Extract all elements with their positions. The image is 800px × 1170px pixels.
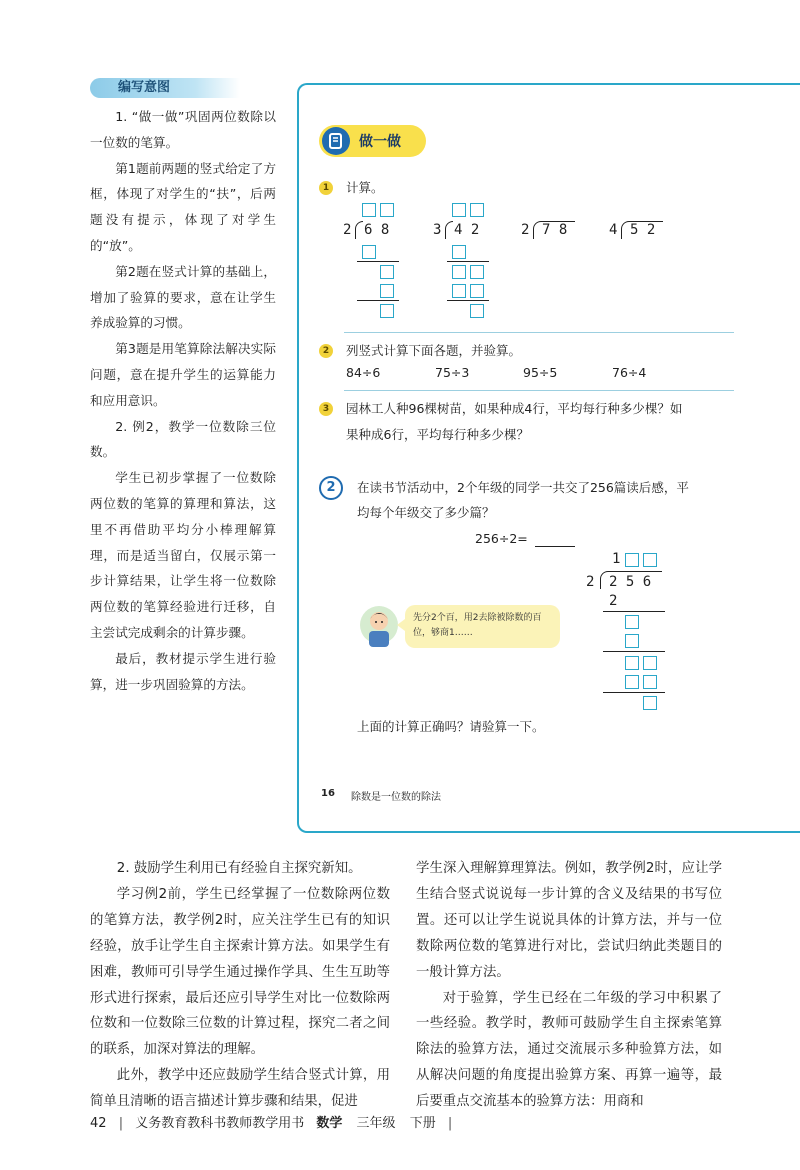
dividend: 5 2 [630, 222, 656, 238]
intent-badge: 编写意图 [90, 78, 240, 98]
page-number: 42 [90, 1116, 107, 1131]
intent-notes [90, 104, 276, 697]
answer-box[interactable] [362, 203, 376, 217]
intent-paragraph: 最后，教材提示学生进行验算，进一步巩固验算的方法。 [90, 650, 276, 692]
question-1-text: 计算。 [346, 180, 384, 195]
question-3-line: 园林工人种96棵树苗，如果种成4行，平均每行种多少棵？如 [346, 401, 683, 416]
division-bracket [355, 221, 363, 239]
step-line [357, 261, 399, 262]
question-number: 3 [319, 402, 333, 416]
answer-box[interactable] [625, 656, 639, 670]
student-illustration [359, 601, 399, 649]
zuoyizuo-tab [319, 125, 426, 157]
step-line [447, 261, 489, 262]
dividend: 6 8 [364, 222, 390, 238]
answer-box[interactable] [380, 203, 394, 217]
quotient-digit: 1 [612, 551, 621, 567]
question-3-line: 果种成6行，平均每行种多少棵？ [346, 427, 529, 442]
book-page-number: 16 [321, 788, 335, 799]
dividend: 4 2 [454, 222, 480, 238]
answer-box[interactable] [380, 304, 394, 318]
book-page-title: 除数是一位数的除法 [351, 792, 441, 803]
pencil-book-icon [322, 127, 350, 155]
zuoyizuo-label: 做一做 [359, 134, 401, 150]
step-line [603, 651, 665, 652]
step-line [447, 300, 489, 301]
answer-box[interactable] [470, 203, 484, 217]
intent-paragraph: 1. “做一做”巩固两位数除以一位数的笔算。 [90, 109, 276, 150]
answer-box[interactable] [452, 203, 466, 217]
question-number: 2 [319, 344, 333, 358]
page-footer: 42 | 义务教育教科书教师教学用书 数学 三年级 下册 | [90, 1116, 453, 1131]
divisor: 2 [343, 222, 352, 238]
step-digit: 2 [609, 593, 618, 609]
exercise-item: 95÷5 [523, 365, 558, 380]
body-paragraph: 此外，教学中还应鼓励学生结合竖式计算，用简单且清晰的语言描述计算步骤和结果，促进 [90, 1068, 390, 1110]
answer-box[interactable] [643, 553, 657, 567]
exercise-item: 84÷6 [346, 365, 381, 380]
dividend: 7 8 [542, 222, 568, 238]
dividend: 2 5 6 [609, 574, 652, 590]
body-left-column [90, 856, 390, 1115]
answer-box[interactable] [643, 675, 657, 689]
section-divider [344, 390, 734, 391]
volume: 下册 [409, 1116, 436, 1131]
body-paragraph: 学习例2前，学生已经掌握了一位数除两位数的笔算方法，教学例2时，应关注学生已有的知识经验，放手让学生自主探索计算方法。如果学生有困难，教师可引导学生通过操作学具、生生互助等形式进行探索，最后还应引导学生对比一位数除两位数和一位数除三位数的计算过程，探究二者之间的联系，加深对算法的理解。 [90, 886, 390, 1058]
exercise-item: 76÷4 [612, 365, 647, 380]
example-2-line: 在读书节活动中，2个年级的同学一共交了256篇读后感，平 [357, 480, 689, 495]
answer-box[interactable] [470, 265, 484, 279]
intent-paragraph: 2. 例2，教学一位数除三位数。 [90, 418, 276, 460]
answer-box[interactable] [380, 284, 394, 298]
body-paragraph: 学生深入理解算理算法。例如，教学例2时，应让学生结合竖式说说每一步计算的含义及结果的书写位置。还可以让学生说说具体的计算方法，并与一位数除两位数的笔算进行对比，尝试归纳此类题目的一般计算方法。 [416, 861, 722, 980]
answer-box[interactable] [625, 675, 639, 689]
example-number: 2 [319, 476, 343, 500]
answer-box[interactable] [643, 656, 657, 670]
answer-box[interactable] [452, 265, 466, 279]
intent-paragraph: 第1题前两题的竖式给定了方框，体现了对学生的“扶”，后两题没有提示，体现了对学生的“放”。 [90, 160, 276, 253]
textbook-page [297, 83, 800, 833]
answer-box[interactable] [470, 284, 484, 298]
body-paragraph: 2. 鼓励学生利用已有经验自主探究新知。 [116, 861, 362, 876]
step-line [603, 611, 665, 612]
book-title: 义务教育教科书教师教学用书 [135, 1116, 305, 1131]
divisor: 2 [586, 574, 595, 590]
divisor: 4 [609, 222, 618, 238]
answer-box[interactable] [452, 284, 466, 298]
example-2-line: 均每个年级交了多少篇？ [357, 505, 495, 520]
divisor: 2 [521, 222, 530, 238]
answer-box[interactable] [452, 245, 466, 259]
intent-paragraph: 第3题是用笔算除法解决实际问题，意在提升学生的运算能力和应用意识。 [90, 341, 276, 408]
section-divider [344, 332, 734, 333]
intent-paragraph: 学生已初步掌握了一位数除两位数的笔算的算理和算法，这里不再借助平均分小棒理解算理，而是适当留白，仅展示第一步计算结果，让学生将一位数除两位数的笔算经验进行迁移，自主尝试完成剩余的计算步骤。 [90, 470, 276, 640]
verification-prompt: 上面的计算正确吗？请验算一下。 [357, 719, 545, 734]
answer-box[interactable] [625, 615, 639, 629]
division-bracket [445, 221, 453, 239]
step-line [603, 692, 665, 693]
exercise-item: 75÷3 [435, 365, 470, 380]
answer-box[interactable] [470, 304, 484, 318]
grade: 三年级 [356, 1116, 396, 1131]
divisor: 3 [433, 222, 442, 238]
body-paragraph: 对于验算，学生已经在二年级的学习中积累了一些经验。教学时，教师可鼓励学生自主探索笔算除法的验算方法，通过交流展示多种验算方法，如从解决问题的角度提出验算方案、再算一遍等，最后要重点交流基本的验算方法：用商和 [416, 990, 722, 1110]
speech-bubble: 先分2个百，用2去除被除数的百位，够商1…… [405, 605, 560, 648]
answer-blank[interactable] [535, 546, 575, 547]
subject: 数学 [316, 1116, 343, 1131]
answer-box[interactable] [380, 265, 394, 279]
step-line [357, 300, 399, 301]
question-2-text: 列竖式计算下面各题，并验算。 [346, 343, 522, 358]
answer-box[interactable] [625, 553, 639, 567]
question-number: 1 [319, 181, 333, 195]
answer-box[interactable] [362, 245, 376, 259]
body-right-column [416, 856, 722, 1115]
equation: 256÷2= [475, 531, 528, 546]
intent-paragraph: 第2题在竖式计算的基础上，增加了验算的要求，意在让学生养成验算的习惯。 [90, 263, 276, 331]
answer-box[interactable] [625, 634, 639, 648]
answer-box[interactable] [643, 696, 657, 710]
